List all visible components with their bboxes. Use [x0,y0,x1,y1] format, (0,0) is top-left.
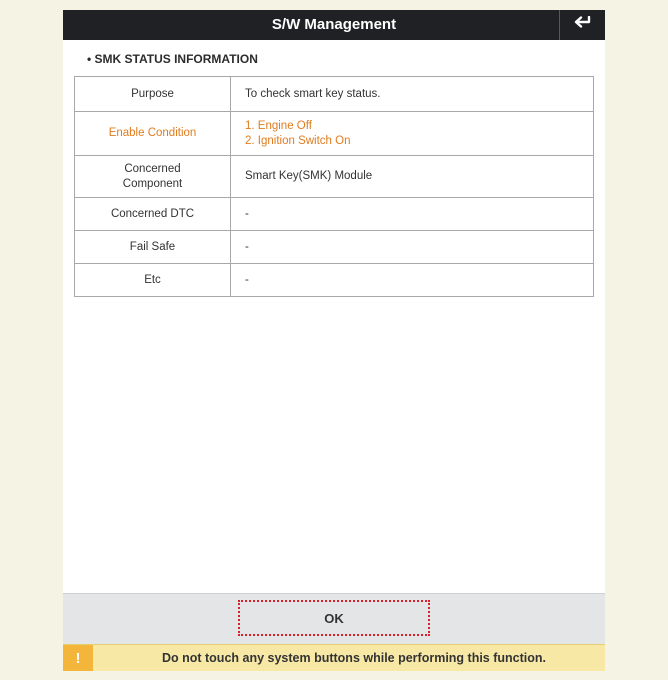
row-label-etc: Etc [75,264,231,297]
table-row [75,112,594,156]
row-value-concerned-component: Smart Key(SMK) Module [231,156,594,198]
concerned-component-line-2: Component [122,177,183,190]
return-arrow-icon [573,16,593,35]
concerned-component-line-1: Concerned [124,162,181,175]
warning-text: Do not touch any system buttons while performing this function. [161,651,547,665]
row-label-purpose: Purpose [75,77,231,112]
row-value-concerned-dtc: - [231,198,594,231]
section-title: • SMK STATUS INFORMATION [87,52,258,66]
row-value-fail-safe: - [231,231,594,264]
row-label-concerned-component [75,156,231,198]
row-value-etc: - [231,264,594,297]
table-row [75,198,594,231]
ok-button[interactable]: OK [238,600,430,636]
table-row [75,156,594,198]
table-row [75,77,594,112]
table-row [75,264,594,297]
device-screen [63,10,605,670]
warning-banner [63,644,605,671]
title-bar [63,10,605,40]
page-title: S/W Management [271,16,397,33]
row-value-enable-condition [231,112,594,156]
smk-status-table [74,76,594,297]
enable-condition-line-2: 2. Ignition Switch On [245,134,351,147]
row-label-enable-condition: Enable Condition [75,112,231,156]
bottom-action-bar [63,593,605,644]
warning-icon: ! [63,645,93,671]
row-label-fail-safe: Fail Safe [75,231,231,264]
enable-condition-line-1: 1. Engine Off [245,119,312,132]
row-value-purpose: To check smart key status. [231,77,594,112]
table-row [75,231,594,264]
row-label-concerned-dtc: Concerned DTC [75,198,231,231]
back-button[interactable] [559,10,605,40]
